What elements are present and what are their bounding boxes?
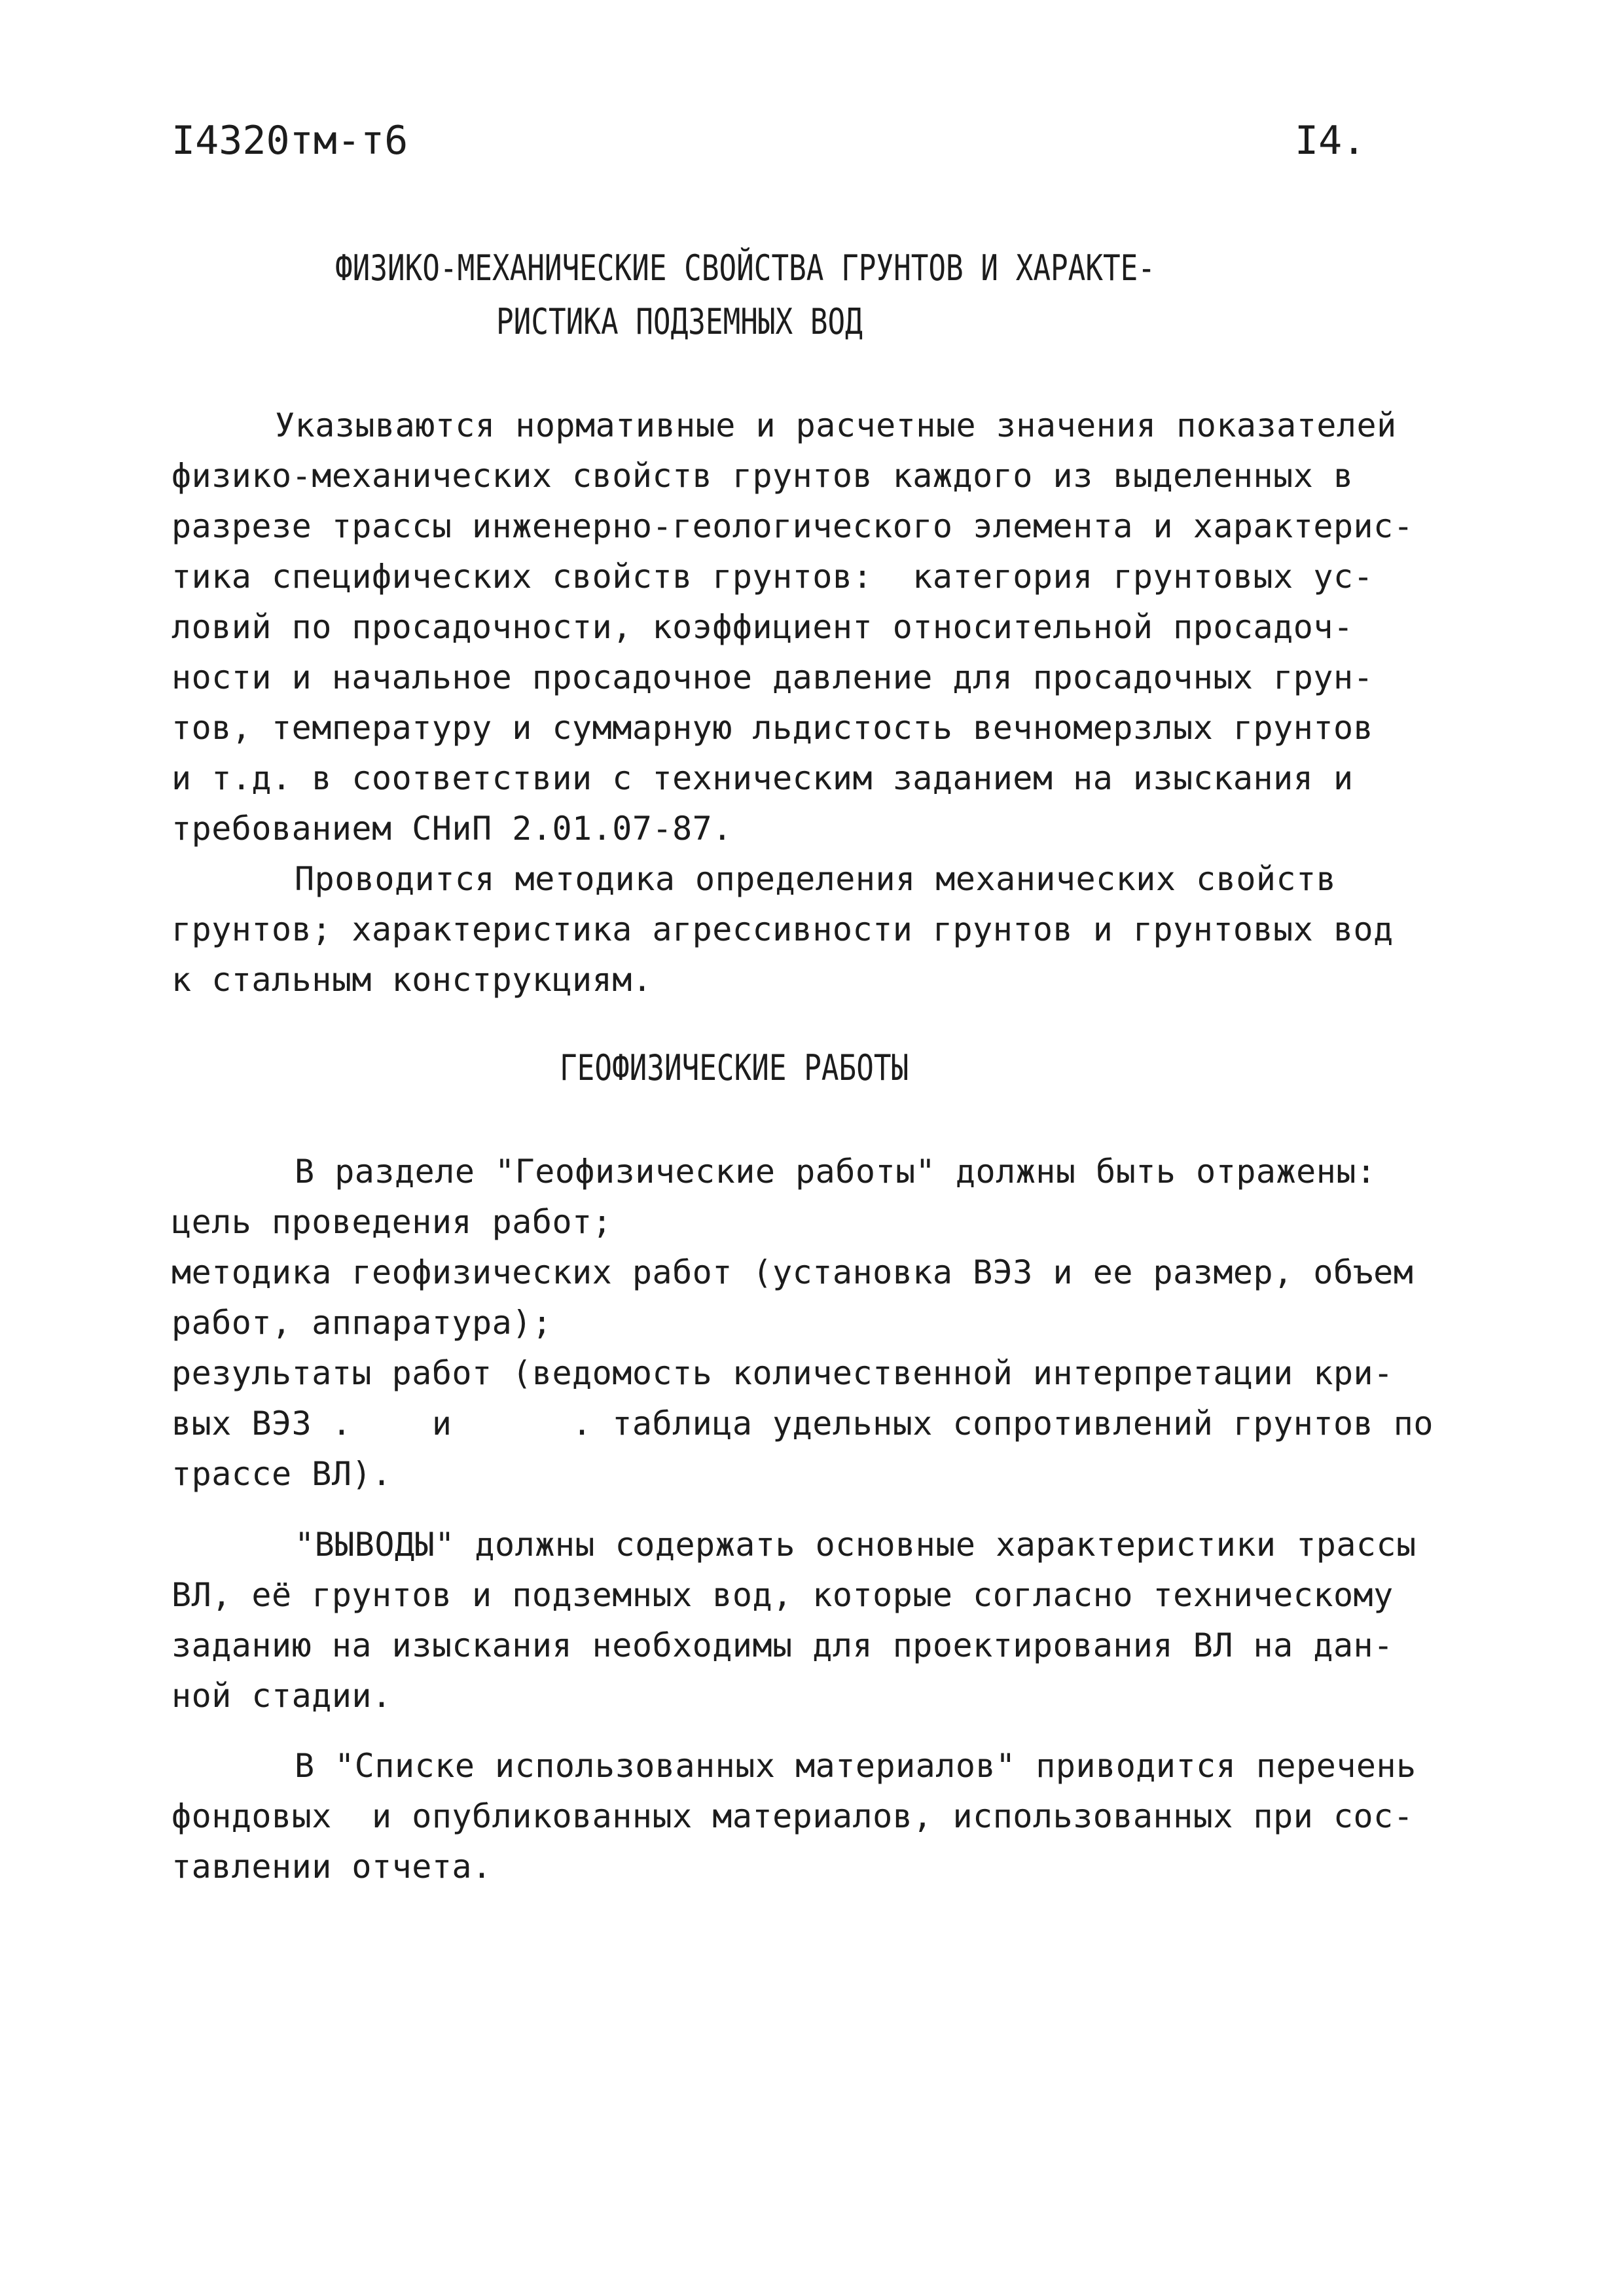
paragraph-line: Проводится методика определения механических свойств <box>295 860 1337 898</box>
paragraph-line: Указываются нормативные и расчетные значения показателей <box>275 406 1397 444</box>
page-number: I4. <box>1295 118 1366 164</box>
section-title-line: ФИЗИКО-МЕХАНИЧЕСКИЕ СВОЙСТВА ГРУНТОВ И ХАРАКТЕ- <box>335 247 1155 289</box>
paragraph-line: результаты работ (ведомость количественной интерпретации кри- <box>171 1354 1394 1392</box>
section-title: ГЕОФИЗИЧЕСКИЕ РАБОТЫ <box>560 1047 909 1088</box>
paragraph-line: и т.д. в соответствии с техническим заданием на изыскания и <box>171 759 1354 797</box>
paragraph-line: ной стадии. <box>171 1677 392 1715</box>
paragraph-line: В "Списке использованных материалов" приводится перечень <box>295 1747 1416 1785</box>
paragraph-line: разрезе трассы инженерно-геологического элемента и характерис- <box>171 507 1414 545</box>
paragraph-line: требованием СНиП 2.01.07-87. <box>171 810 732 848</box>
paragraph-line: тавлении отчета. <box>171 1848 492 1886</box>
paragraph-line: "ВЫВОДЫ" должны содержать основные характеристики трассы <box>295 1526 1416 1564</box>
paragraph-line: тика специфических свойств грунтов: категория грунтовых ус- <box>171 558 1374 596</box>
paragraph-line: грунтов; характеристика агрессивности грунтов и грунтовых вод <box>171 910 1394 948</box>
paragraph-line: цель проведения работ; <box>171 1203 613 1241</box>
document-code: I4320тм-т6 <box>171 118 408 164</box>
paragraph-line: тов, температуру и суммарную льдистость вечномерзлых грунтов <box>171 709 1374 747</box>
paragraph-line: фондовых и опубликованных материалов, использованных при сос- <box>171 1797 1414 1835</box>
paragraph-line: заданию на изыскания необходимы для проектирования ВЛ на дан- <box>171 1626 1394 1664</box>
paragraph-line: методика геофизических работ (установка ВЭЗ и ее размер, объем <box>171 1253 1414 1291</box>
paragraph-line: к стальным конструкциям. <box>171 961 653 999</box>
paragraph-line: трассе ВЛ). <box>171 1455 392 1493</box>
paragraph-line: В разделе "Геофизические работы" должны быть отражены: <box>295 1153 1377 1191</box>
paragraph-line: физико-механических свойств грунтов каждого из выделенных в <box>171 457 1354 495</box>
paragraph-line: вых ВЭЗ . и . таблица удельных сопротивлений грунтов по <box>171 1405 1434 1443</box>
paragraph-line: работ, аппаратура); <box>171 1304 552 1342</box>
paragraph-line: ности и начальное просадочное давление для просадочных грун- <box>171 658 1374 696</box>
paragraph-line: ловий по просадочности, коэффициент относительной просадоч- <box>171 608 1354 646</box>
paragraph-line: ВЛ, её грунтов и подземных вод, которые согласно техническому <box>171 1576 1394 1614</box>
section-title-line: РИСТИКА ПОДЗЕМНЫХ ВОД <box>496 301 863 342</box>
